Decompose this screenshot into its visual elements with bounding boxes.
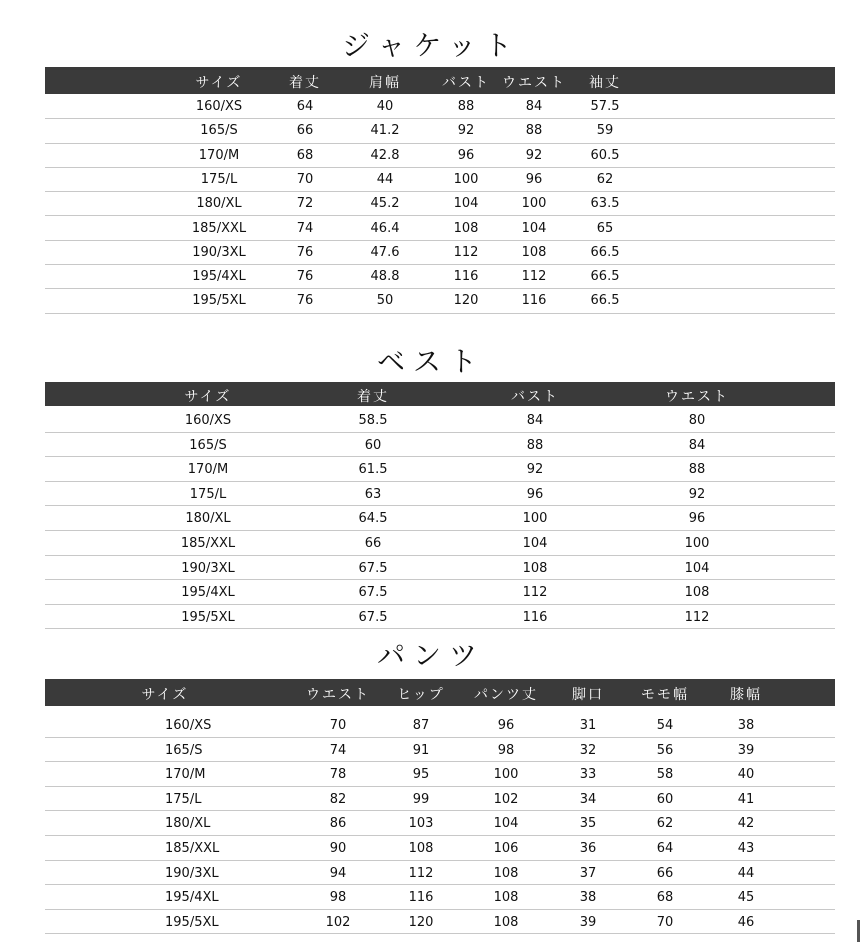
pants-table-row bbox=[45, 738, 835, 763]
jacket-table-cell: 104 bbox=[453, 196, 479, 212]
vest-table-cell: 108 bbox=[684, 585, 710, 601]
pants-table-cell: 86 bbox=[329, 816, 347, 832]
jacket-table-cell: 84 bbox=[525, 99, 543, 114]
jacket-table-cell: 165/S bbox=[200, 123, 238, 139]
vest-table-cell: 165/S bbox=[189, 437, 227, 453]
pants-table-cell: 38 bbox=[737, 718, 755, 733]
vest-table-cell: 190/3XL bbox=[181, 560, 235, 576]
pants-table-cell: 33 bbox=[579, 767, 597, 783]
pants-table-cell: 175/L bbox=[165, 791, 202, 807]
jacket-table-cell: 42.8 bbox=[370, 147, 400, 163]
vest-table-cell: 84 bbox=[526, 413, 544, 428]
jacket-table-cell: 108 bbox=[521, 244, 547, 260]
pants-title: パンツ bbox=[376, 639, 485, 672]
pants-table-cell: 45 bbox=[737, 890, 755, 906]
jacket-table-row bbox=[45, 289, 835, 313]
pants-table-cell: 94 bbox=[329, 865, 347, 881]
jacket-header-cell: 肩幅 bbox=[369, 75, 401, 91]
pants-table-cell: 99 bbox=[412, 791, 430, 807]
vest-table-cell: 67.5 bbox=[358, 609, 388, 625]
jacket-table-cell: 88 bbox=[525, 123, 543, 139]
vest-table-cell: 80 bbox=[688, 413, 706, 428]
jacket-table-cell: 116 bbox=[521, 293, 547, 309]
pants-table-cell: 42 bbox=[737, 816, 755, 832]
vest-table-cell: 92 bbox=[526, 462, 544, 478]
vest-table-cell: 112 bbox=[522, 585, 548, 601]
pants-table-cell: 31 bbox=[579, 718, 597, 733]
vest-table-row bbox=[45, 580, 835, 605]
vest-table-cell: 84 bbox=[688, 437, 706, 453]
vest-header-cell: サイズ bbox=[184, 389, 232, 405]
pants-table-cell: 108 bbox=[493, 865, 519, 881]
pants-table-cell: 112 bbox=[408, 865, 434, 881]
vest-table-cell: 88 bbox=[526, 437, 544, 453]
vest-table-cell: 180/XL bbox=[185, 511, 231, 527]
jacket-table-cell: 48.8 bbox=[370, 269, 400, 285]
pants-table-cell: 170/M bbox=[165, 767, 206, 783]
vest-table-cell: 108 bbox=[522, 560, 548, 576]
pants-table-row bbox=[45, 762, 835, 787]
vest-table-cell: 96 bbox=[688, 511, 706, 527]
vest-table-cell: 104 bbox=[684, 560, 710, 576]
pants-table-cell: 100 bbox=[493, 767, 519, 783]
pants-table-cell: 35 bbox=[579, 816, 597, 832]
vest-table-row bbox=[45, 433, 835, 458]
pants-table-cell: 43 bbox=[737, 841, 755, 856]
pants-header-cell: サイズ bbox=[141, 687, 189, 703]
pants-table-cell: 87 bbox=[412, 718, 430, 733]
vest-header-row bbox=[45, 382, 835, 406]
pants-header-cell: 脚口 bbox=[572, 687, 604, 703]
vest-table-cell: 63 bbox=[364, 486, 382, 502]
pants-table-cell: 90 bbox=[329, 841, 347, 856]
pants-table-cell: 32 bbox=[579, 742, 597, 758]
jacket-table-cell: 116 bbox=[453, 269, 479, 285]
vest-table-cell: 195/5XL bbox=[181, 609, 235, 625]
jacket-header-cell: サイズ bbox=[195, 75, 243, 91]
jacket-table-cell: 41.2 bbox=[370, 123, 400, 139]
jacket-table-cell: 60.5 bbox=[590, 147, 620, 163]
pants-table-cell: 36 bbox=[579, 841, 597, 856]
jacket-table-cell: 170/M bbox=[198, 147, 240, 163]
jacket-table-cell: 185/XXL bbox=[191, 220, 247, 236]
pants-table-cell: 39 bbox=[579, 914, 597, 930]
pants-table-cell: 60 bbox=[656, 791, 674, 807]
jacket-table-cell: 100 bbox=[521, 196, 547, 212]
pants-table-cell: 34 bbox=[579, 791, 597, 807]
jacket-table-cell: 57.5 bbox=[590, 99, 620, 114]
pants-table-cell: 78 bbox=[329, 767, 347, 783]
pants-table-cell: 180/XL bbox=[165, 816, 211, 832]
pants-table-row bbox=[45, 811, 835, 836]
pants-table-cell: 102 bbox=[493, 791, 519, 807]
jacket-table-cell: 180/XL bbox=[196, 196, 242, 212]
vest-table-cell: 112 bbox=[684, 609, 710, 625]
pants-table-cell: 108 bbox=[493, 914, 519, 930]
jacket-table-cell: 62 bbox=[596, 171, 614, 187]
jacket-table-cell: 68 bbox=[296, 147, 314, 163]
jacket-table-row bbox=[45, 241, 835, 265]
jacket-table-cell: 46.4 bbox=[370, 220, 400, 236]
pants-table-cell: 54 bbox=[656, 718, 674, 733]
jacket-table-row bbox=[45, 95, 835, 119]
pants-table-row bbox=[45, 713, 835, 738]
jacket-table-row bbox=[45, 119, 835, 143]
vest-table-cell: 100 bbox=[684, 536, 710, 551]
pants-table-cell: 160/XS bbox=[165, 718, 212, 733]
jacket-table-cell: 195/4XL bbox=[192, 269, 246, 285]
jacket-table-cell: 66 bbox=[296, 123, 314, 139]
pants-table-cell: 44 bbox=[737, 865, 755, 881]
pants-table-cell: 82 bbox=[329, 791, 347, 807]
pants-table-cell: 195/4XL bbox=[165, 890, 219, 906]
pants-table-cell: 46 bbox=[737, 914, 755, 930]
vest-header-cell: ウエスト bbox=[665, 389, 729, 405]
pants-table-cell: 56 bbox=[656, 742, 674, 758]
pants-table-row bbox=[45, 836, 835, 861]
vest-table-cell: 92 bbox=[688, 486, 706, 502]
jacket-table-cell: 112 bbox=[453, 244, 479, 260]
jacket-table-cell: 112 bbox=[521, 269, 547, 285]
pants-table-cell: 195/5XL bbox=[165, 914, 219, 930]
jacket-table-cell: 59 bbox=[596, 123, 614, 139]
jacket-table-cell: 66.5 bbox=[590, 269, 620, 285]
vest-table-row bbox=[45, 605, 835, 630]
pants-table-cell: 41 bbox=[737, 791, 755, 807]
pants-table-row bbox=[45, 910, 835, 935]
pants-table-cell: 185/XXL bbox=[165, 841, 220, 856]
vest-table-row bbox=[45, 482, 835, 507]
jacket-table-cell: 160/XS bbox=[195, 99, 243, 114]
jacket-table-cell: 108 bbox=[453, 220, 479, 236]
jacket-table-row bbox=[45, 168, 835, 192]
pants-table-cell: 106 bbox=[493, 841, 519, 856]
jacket-table-cell: 66.5 bbox=[590, 244, 620, 260]
pants-header-cell: ウエスト bbox=[306, 687, 370, 703]
pants-table-cell: 108 bbox=[408, 841, 434, 856]
edge-mark bbox=[857, 920, 860, 942]
pants-table-cell: 62 bbox=[656, 816, 674, 832]
vest-table-cell: 100 bbox=[522, 511, 548, 527]
jacket-table-cell: 50 bbox=[376, 293, 394, 309]
vest-table-row bbox=[45, 457, 835, 482]
jacket-table-row bbox=[45, 192, 835, 216]
vest-table-cell: 64.5 bbox=[358, 511, 388, 527]
pants-table-cell: 37 bbox=[579, 865, 597, 881]
jacket-table-cell: 40 bbox=[376, 99, 394, 114]
vest-table-cell: 88 bbox=[688, 462, 706, 478]
jacket-header-cell: ウエスト bbox=[502, 75, 566, 91]
pants-table-cell: 96 bbox=[497, 718, 515, 733]
vest-table-cell: 67.5 bbox=[358, 585, 388, 601]
pants-table-row bbox=[45, 885, 835, 910]
pants-table-row bbox=[45, 787, 835, 812]
pants-table-cell: 39 bbox=[737, 742, 755, 758]
pants-table-cell: 74 bbox=[329, 742, 347, 758]
pants-table-cell: 91 bbox=[412, 742, 430, 758]
jacket-table-cell: 76 bbox=[296, 244, 314, 260]
vest-table-cell: 116 bbox=[522, 609, 548, 625]
jacket-table-cell: 175/L bbox=[200, 171, 238, 187]
vest-table-row bbox=[45, 506, 835, 531]
jacket-table-cell: 74 bbox=[296, 220, 314, 236]
pants-table-cell: 165/S bbox=[165, 742, 203, 758]
vest-table-cell: 175/L bbox=[189, 486, 227, 502]
pants-header-cell: モモ幅 bbox=[641, 687, 689, 703]
pants-table-cell: 102 bbox=[325, 914, 351, 930]
pants-table-cell: 98 bbox=[497, 742, 515, 758]
jacket-table-cell: 63.5 bbox=[590, 196, 620, 212]
jacket-table-cell: 64 bbox=[296, 99, 314, 114]
pants-table-cell: 70 bbox=[329, 718, 347, 733]
vest-header-cell: バスト bbox=[511, 389, 559, 405]
jacket-table-cell: 88 bbox=[457, 99, 475, 114]
pants-table-cell: 190/3XL bbox=[165, 865, 219, 881]
vest-header-cell: 着丈 bbox=[357, 389, 389, 405]
vest-table-cell: 58.5 bbox=[358, 413, 388, 428]
jacket-table-cell: 92 bbox=[457, 123, 475, 139]
pants-table-cell: 70 bbox=[656, 914, 674, 930]
vest-table-cell: 185/XXL bbox=[180, 536, 236, 551]
pants-table-row bbox=[45, 861, 835, 886]
jacket-table-cell: 104 bbox=[521, 220, 547, 236]
jacket-table-cell: 76 bbox=[296, 269, 314, 285]
jacket-table-cell: 44 bbox=[376, 171, 394, 187]
jacket-table-cell: 45.2 bbox=[370, 196, 400, 212]
pants-table-cell: 108 bbox=[493, 890, 519, 906]
jacket-header-cell: 袖丈 bbox=[589, 75, 621, 91]
pants-table-cell: 116 bbox=[408, 890, 434, 906]
vest-table-cell: 104 bbox=[522, 536, 548, 551]
jacket-table-row bbox=[45, 265, 835, 289]
pants-header-cell: 膝幅 bbox=[730, 687, 762, 703]
jacket-table-cell: 76 bbox=[296, 293, 314, 309]
jacket-header-row bbox=[45, 67, 835, 94]
jacket-table-cell: 47.6 bbox=[370, 244, 400, 260]
vest-table-row bbox=[45, 556, 835, 581]
jacket-table-cell: 72 bbox=[296, 196, 314, 212]
pants-table-cell: 66 bbox=[656, 865, 674, 881]
pants-header-cell: ヒップ bbox=[397, 687, 445, 703]
vest-title: ベスト bbox=[376, 345, 485, 378]
pants-table-cell: 103 bbox=[408, 816, 434, 832]
pants-table-cell: 58 bbox=[656, 767, 674, 783]
jacket-table-cell: 96 bbox=[525, 171, 543, 187]
pants-table-cell: 40 bbox=[737, 767, 755, 783]
vest-table-cell: 160/XS bbox=[184, 413, 232, 428]
pants-table-cell: 68 bbox=[656, 890, 674, 906]
pants-table-cell: 98 bbox=[329, 890, 347, 906]
jacket-table-cell: 92 bbox=[525, 147, 543, 163]
jacket-table-row bbox=[45, 144, 835, 168]
jacket-table-cell: 66.5 bbox=[590, 293, 620, 309]
pants-table-cell: 64 bbox=[656, 841, 674, 856]
pants-table-cell: 104 bbox=[493, 816, 519, 832]
vest-table-cell: 60 bbox=[364, 437, 382, 453]
vest-table-cell: 61.5 bbox=[358, 462, 388, 478]
pants-header-row bbox=[45, 679, 835, 706]
jacket-table-cell: 195/5XL bbox=[192, 293, 246, 309]
pants-table-cell: 38 bbox=[579, 890, 597, 906]
jacket-table-cell: 120 bbox=[453, 293, 479, 309]
jacket-table-cell: 100 bbox=[453, 171, 479, 187]
jacket-table-row bbox=[45, 217, 835, 241]
jacket-table-cell: 190/3XL bbox=[192, 244, 246, 260]
jacket-table-cell: 70 bbox=[296, 171, 314, 187]
jacket-title: ジャケット bbox=[341, 29, 521, 62]
jacket-header-cell: バスト bbox=[442, 75, 490, 91]
vest-table-cell: 170/M bbox=[187, 462, 229, 478]
vest-table-cell: 96 bbox=[526, 486, 544, 502]
jacket-table-cell: 96 bbox=[457, 147, 475, 163]
vest-table-cell: 66 bbox=[364, 536, 382, 551]
vest-table-row bbox=[45, 408, 835, 433]
pants-table-cell: 120 bbox=[408, 914, 434, 930]
jacket-header-cell: 着丈 bbox=[289, 75, 321, 91]
vest-table-cell: 195/4XL bbox=[181, 585, 235, 601]
vest-table-row bbox=[45, 531, 835, 556]
jacket-table-cell: 65 bbox=[596, 220, 614, 236]
vest-table-cell: 67.5 bbox=[358, 560, 388, 576]
pants-table-cell: 95 bbox=[412, 767, 430, 783]
pants-header-cell: パンツ丈 bbox=[474, 687, 538, 703]
